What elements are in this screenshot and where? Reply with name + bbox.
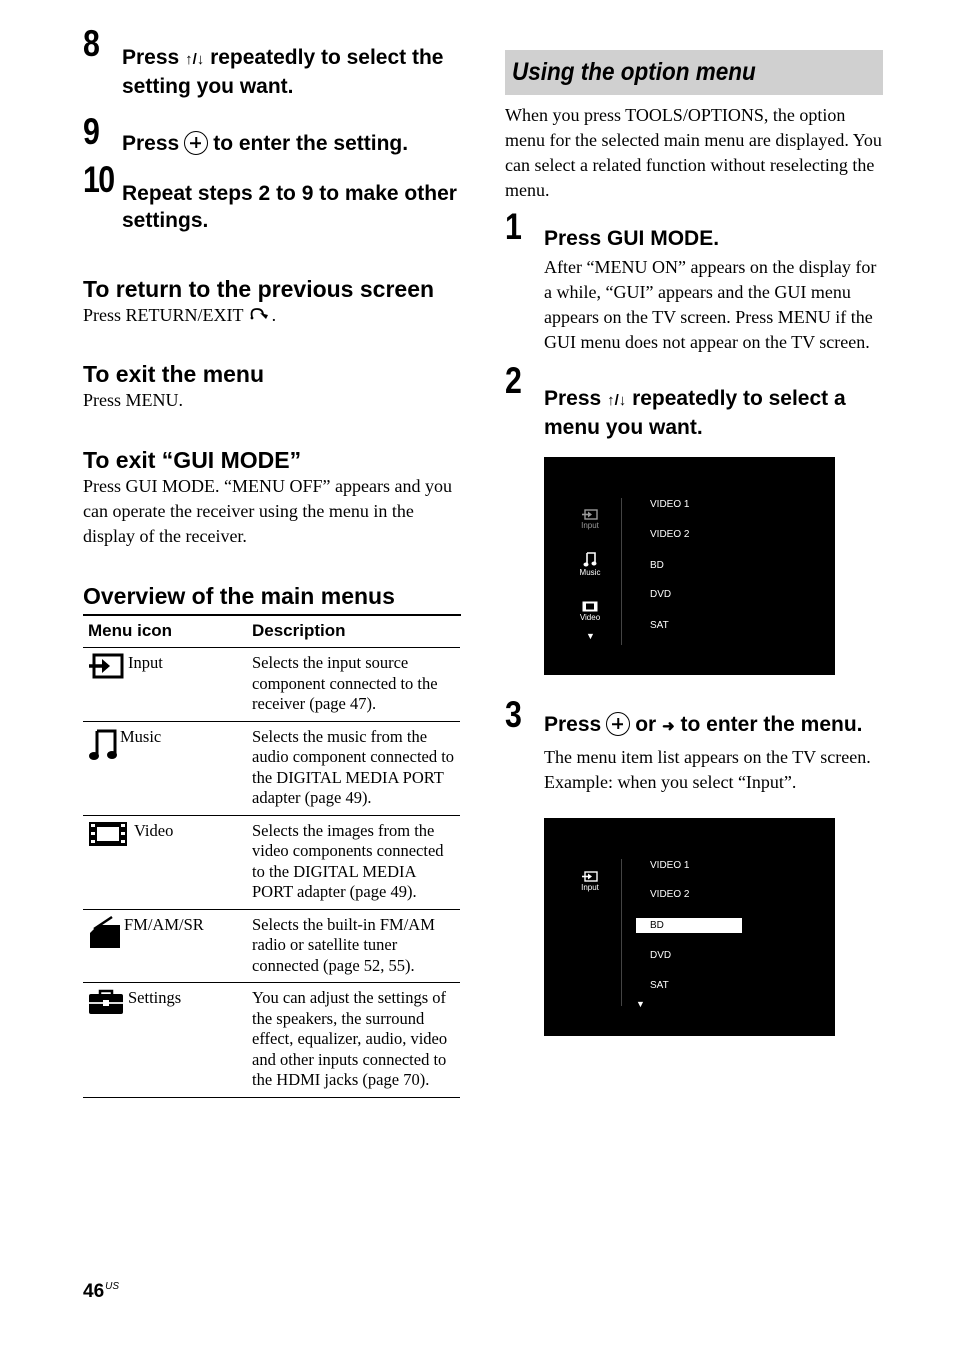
enter-button-icon xyxy=(184,131,208,155)
input-icon xyxy=(88,653,124,679)
section-banner xyxy=(505,50,883,95)
step-heading: Press or ➜ to enter the menu. xyxy=(544,713,863,736)
music-icon xyxy=(88,727,118,761)
up-down-arrows-icon: ↑/↓ xyxy=(185,51,205,68)
section-text: Press MENU. xyxy=(83,390,184,410)
music-icon: Music xyxy=(570,551,610,577)
video-icon xyxy=(88,821,128,847)
return-section xyxy=(83,275,461,328)
right-column xyxy=(505,50,883,1036)
main-menus-table xyxy=(83,616,460,1098)
table-row: Settings You can adjust the settings of the speakers, the surround effect, equalizer, audio, video and other inputs connected to the HDMI jacks (page 70). xyxy=(83,983,460,1098)
step-heading: Repeat steps 2 to 9 to make other settings. xyxy=(122,182,457,232)
step-number: 1 xyxy=(505,206,522,247)
step-heading: Press ↑/↓ repeatedly to select the setting you want. xyxy=(122,46,444,98)
table-row: Input Selects the input source component connected to the receiver (page 47). xyxy=(83,648,460,722)
step-heading: Press ↑/↓ repeatedly to select a menu you want. xyxy=(544,387,846,439)
column-header: Description xyxy=(247,616,460,648)
overview-section xyxy=(83,582,461,1098)
intro-text: When you press TOOLS/OPTIONS, the option menu for the selected main menu are displayed. You can select a related function without reselecting the menu. xyxy=(505,105,882,200)
step-number: 9 xyxy=(83,111,100,152)
tuner-icon xyxy=(88,915,122,949)
menu-item[interactable]: SAT xyxy=(650,980,669,991)
step-8 xyxy=(83,23,461,104)
tv-screen-main-menu xyxy=(544,457,835,675)
section-text: Press RETURN/EXIT . xyxy=(83,305,277,325)
page-number: $46^{US}$ xyxy=(83,1281,120,1302)
menu-item[interactable]: VIDEO 1 xyxy=(650,499,690,510)
menu-item[interactable]: BD xyxy=(650,560,664,571)
step-10 xyxy=(83,159,461,246)
menu-item[interactable]: SAT xyxy=(650,620,669,631)
step-heading: Press to enter the setting. xyxy=(122,132,409,155)
menu-item[interactable]: VIDEO 1 xyxy=(650,860,690,871)
scroll-down-icon: ▼ xyxy=(586,631,595,641)
table-row: Music Selects the music from the audio component connected to the DIGITAL MEDIA PORT adapter (page 49). xyxy=(83,721,460,815)
table-row: Video Selects the images from the video components connected to the DIGITAL MEDIA PORT adapter (page 49). xyxy=(83,815,460,909)
step-text: After “MENU ON” appears on the display for a while, “GUI” appears and the GUI menu appears on the TV screen. Press MENU if the GUI menu does not appear on the TV screen. xyxy=(544,257,877,352)
enter-button-icon xyxy=(606,712,630,736)
step-text: Example: when you select “Input”. xyxy=(544,772,797,792)
section-title: To exit “GUI MODE” xyxy=(83,447,302,473)
selected-menu-item[interactable]: BD xyxy=(636,918,742,933)
menu-item[interactable]: VIDEO 2 xyxy=(650,529,690,540)
step-number: 8 xyxy=(83,23,100,64)
video-icon: Video xyxy=(570,601,610,622)
section-title: Overview of the main menus xyxy=(83,582,461,616)
divider xyxy=(621,498,622,645)
step-number: 3 xyxy=(505,694,522,735)
column-header: Menu icon xyxy=(83,616,247,648)
step-2 xyxy=(505,360,883,675)
step-9 xyxy=(83,111,461,162)
section-text: Press GUI MODE. “MENU OFF” appears and you can operate the receiver using the menu in the display of the receiver. xyxy=(83,476,452,546)
tv-screen-input-menu xyxy=(544,818,835,1036)
table-row: FM/AM/SR Selects the built-in FM/AM radio or satellite tuner connected (page 52, 55). xyxy=(83,909,460,983)
step-1 xyxy=(505,206,883,355)
return-icon xyxy=(248,305,272,323)
section-title: To return to the previous screen xyxy=(83,276,435,302)
scroll-down-icon: ▼ xyxy=(636,999,645,1009)
step-3 xyxy=(505,694,883,1036)
input-icon: Input xyxy=(570,871,610,892)
settings-icon xyxy=(88,988,124,1016)
exit-gui-section xyxy=(83,446,461,549)
step-text: The menu item list appears on the TV screen. xyxy=(544,747,871,767)
menu-item[interactable]: DVD xyxy=(650,950,672,961)
step-number: 10 xyxy=(83,159,114,200)
section-title: To exit the menu xyxy=(83,361,265,387)
exit-menu-section xyxy=(83,360,461,413)
step-heading: Press GUI MODE. xyxy=(544,227,720,250)
right-arrow-icon: ➜ xyxy=(662,718,675,735)
step-number: 2 xyxy=(505,360,522,401)
menu-item[interactable]: VIDEO 2 xyxy=(650,889,690,900)
left-column xyxy=(83,23,461,1098)
divider xyxy=(621,859,622,1006)
up-down-arrows-icon: ↑/↓ xyxy=(607,392,627,409)
menu-item[interactable]: DVD xyxy=(650,589,672,600)
input-icon: Input xyxy=(570,509,610,530)
table-header xyxy=(83,616,460,648)
banner-title: Using the option menu xyxy=(512,58,756,86)
